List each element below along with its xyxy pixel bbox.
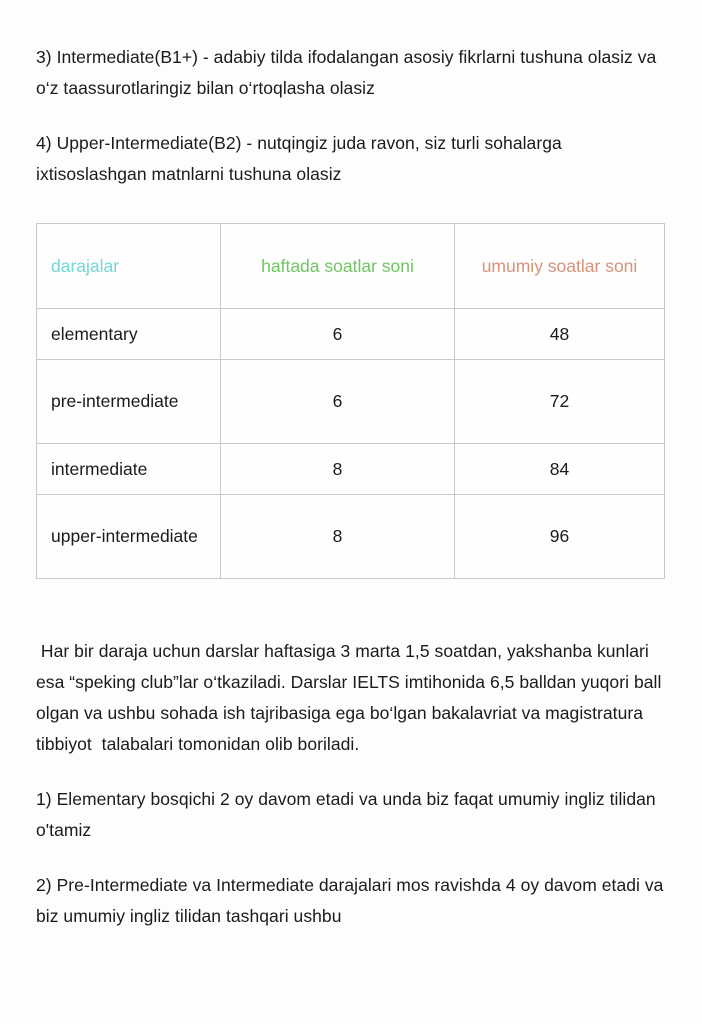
- cell-total-hours: 96: [455, 495, 665, 579]
- intro-paragraph-3: 3) Intermediate(B1+) - adabiy tilda ifodalangan asosiy fikrlarni tushuna olasiz va o‘z taassurotlaringiz bilan o‘rtoqlasha olasiz: [36, 47, 662, 98]
- table-row: [37, 309, 665, 360]
- table-row: [37, 444, 665, 495]
- cell-weekly-hours: 8: [221, 495, 455, 579]
- table-row: [37, 495, 665, 579]
- cell-weekly-hours: 6: [221, 360, 455, 444]
- body-paragraph-schedule: Har bir daraja uchun darslar haftasiga 3 marta 1,5 soatdan, yakshanba kunlari esa “speking club”lar o‘tkaziladi. Darslar IELTS imtihonida 6,5 balldan yuqori ball olgan va ushbu sohada ish tajribasiga ega bo‘lgan bakalavriat va magistratura tibbiyot talabalari tomonidan olib boriladi.: [36, 641, 667, 754]
- cell-total-hours: 48: [455, 309, 665, 360]
- cell-level: intermediate: [37, 444, 221, 495]
- lower-text-block: [36, 579, 669, 932]
- column-header-total-hours: umumiy soatlar soni: [455, 224, 665, 309]
- cell-level: elementary: [37, 309, 221, 360]
- cell-total-hours: 72: [455, 360, 665, 444]
- cell-weekly-hours: 8: [221, 444, 455, 495]
- levels-table-wrapper: [36, 223, 666, 579]
- cell-level: upper-intermediate: [37, 495, 221, 579]
- cell-total-hours: 84: [455, 444, 665, 495]
- column-header-weekly-hours: haftada soatlar soni: [221, 224, 455, 309]
- levels-table-body: [37, 309, 665, 579]
- levels-table-head: [37, 224, 665, 309]
- levels-table: [36, 223, 665, 579]
- table-header-row: [37, 224, 665, 309]
- intro-paragraph-4: 4) Upper-Intermediate(B2) - nutqingiz juda ravon, siz turli sohalarga ixtisoslashgan matnlarni tushuna olasiz: [36, 133, 567, 184]
- body-paragraph-2: 2) Pre-Intermediate va Intermediate darajalari mos ravishda 4 oy davom etadi va biz umumiy ingliz tilidan tashqari ushbu: [36, 875, 669, 926]
- table-row: [37, 360, 665, 444]
- body-paragraph-1: 1) Elementary bosqichi 2 oy davom etadi va unda biz faqat umumiy ingliz tilidan o'tamiz: [36, 789, 661, 840]
- cell-weekly-hours: 6: [221, 309, 455, 360]
- cell-level: pre-intermediate: [37, 360, 221, 444]
- column-header-level: darajalar: [37, 224, 221, 309]
